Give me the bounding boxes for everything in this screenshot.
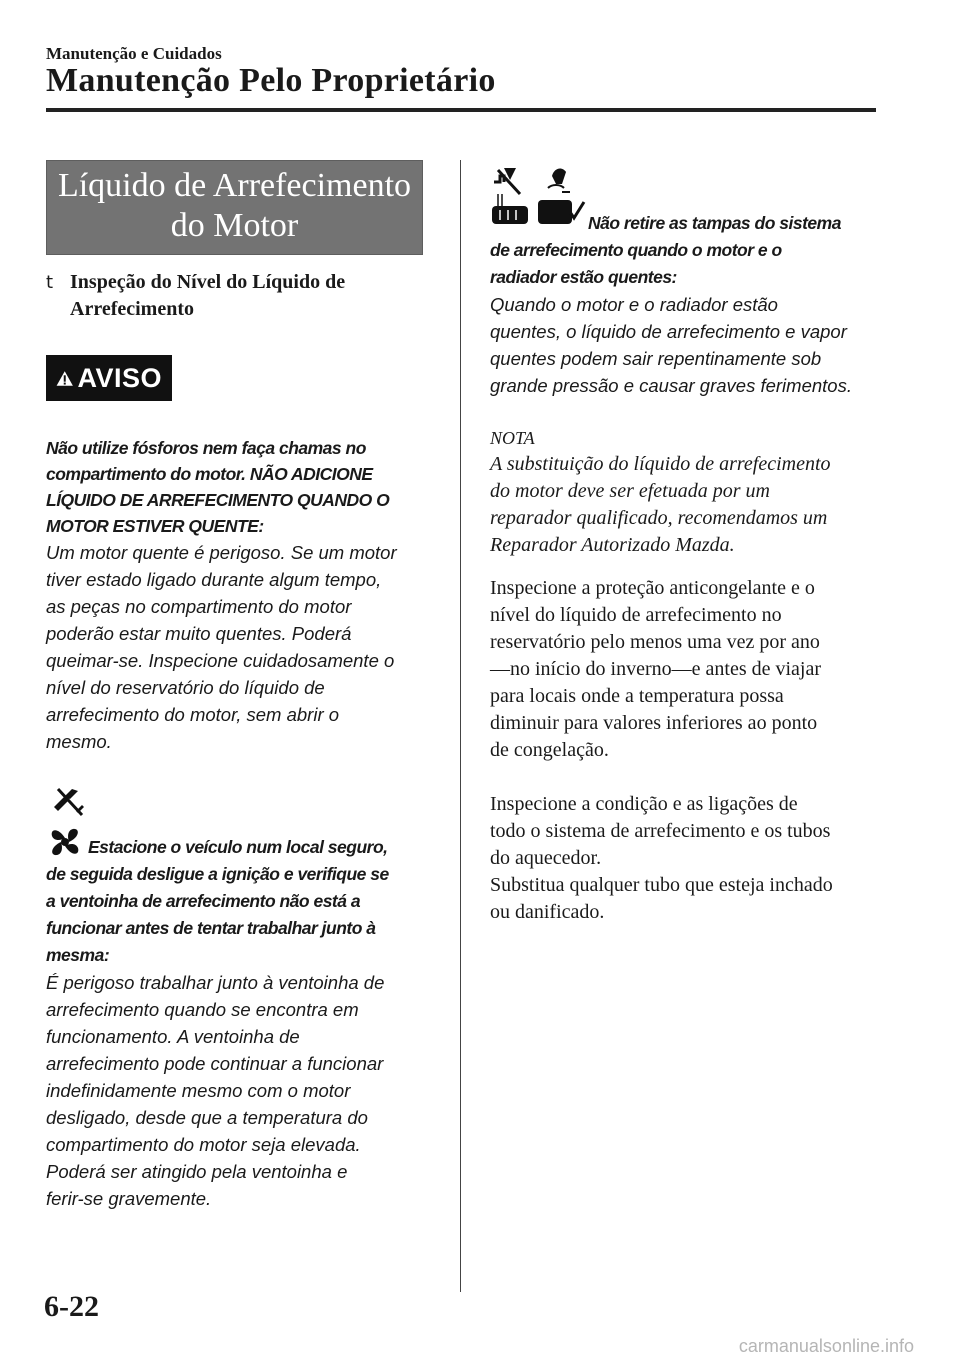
- column-divider: [460, 160, 461, 1292]
- right-column: [490, 160, 880, 926]
- page-title: Manutenção Pelo Proprietário: [46, 62, 496, 99]
- subheading: t Inspeção do Nível do Líquido de Arrefecimento: [46, 269, 436, 323]
- warning-badge: AVISO: [46, 355, 172, 401]
- chapter-label: Manutenção e Cuidados: [46, 44, 222, 63]
- watermark: carmanualsonline.info: [738, 1336, 914, 1356]
- warning-text: Um motor quente é perigoso. Se um motor tiver estado ligado durante algum tempo, as peças no compartimento do motor poderão estar muito quentes. Poderá queimar-se. Inspecione cuidadosamente o nível do reservatório do líquido de arrefecimento do motor, sem abrir o mesmo.: [46, 542, 397, 752]
- warning-heading: Não utilize fósforos nem faça chamas no compartimento do motor. NÃO ADICIONE LÍQUIDO DE ARREFECIMENTO QUANDO O MOTOR ESTIVER QUENTE:: [46, 438, 390, 536]
- section-title: Líquido de Arrefecimento do Motor: [46, 160, 423, 255]
- bullet-marker: t: [46, 272, 54, 293]
- paragraph-inspection: Inspecione a proteção anticongelante e o nível do líquido de arrefecimento no reservatório pelo menos uma vez por ano —no início do inverno—e antes de viajar para locais onde a temperatura possa diminuir para valores inferiores ao ponto de congelação.: [490, 577, 822, 761]
- no-tool-icon: [48, 785, 88, 821]
- hot-coolant-icons: [490, 162, 586, 226]
- fan-icon: [46, 825, 84, 859]
- header-rule: [46, 108, 876, 112]
- nota-text: A substituição do líquido de arrefecimento do motor deve ser efetuada por um reparador qualificado, recomendamos um Reparador Autorizado Mazda.: [490, 453, 831, 556]
- paragraph-hoses: Inspecione a condição e as ligações de todo o sistema de arrefecimento e os tubos do aquecedor. Substitua qualquer tubo que esteja inchado ou danificado.: [490, 793, 833, 923]
- page-number: 6-22: [44, 1290, 99, 1323]
- left-column: [46, 160, 436, 1212]
- cap-warning-title: Não retire as tampas do sistema: [588, 213, 841, 233]
- warning-triangle-icon: [56, 365, 73, 392]
- fan-warning: Estacione o veículo num local seguro, de seguida desligue a ignição e verifique se a ventoinha de arrefecimento não está a funcionar antes de tentar trabalhar junto à mesma: É perigoso trabalhar junto à ventoinha de arrefecimento quando se encontra em funcionamento. A ventoinha de arrefecimento pode continuar a funcionar indefinidamente mesmo com o motor desligado, desde que a temperatura do compartimento do motor seja elevada. Poderá ser atingido pela ventoinha e ferir-se gravemente.: [46, 785, 436, 1212]
- cap-warning: Não retire as tampas do sistema de arrefecimento quando o motor e o radiador estão quentes: Quando o motor e o radiador estão quentes, o líquido de arrefecimento e vapor quentes podem sair repentinamente sob grande pressão e causar graves ferimentos.: [490, 162, 880, 399]
- nota-label: NOTA: [490, 428, 535, 448]
